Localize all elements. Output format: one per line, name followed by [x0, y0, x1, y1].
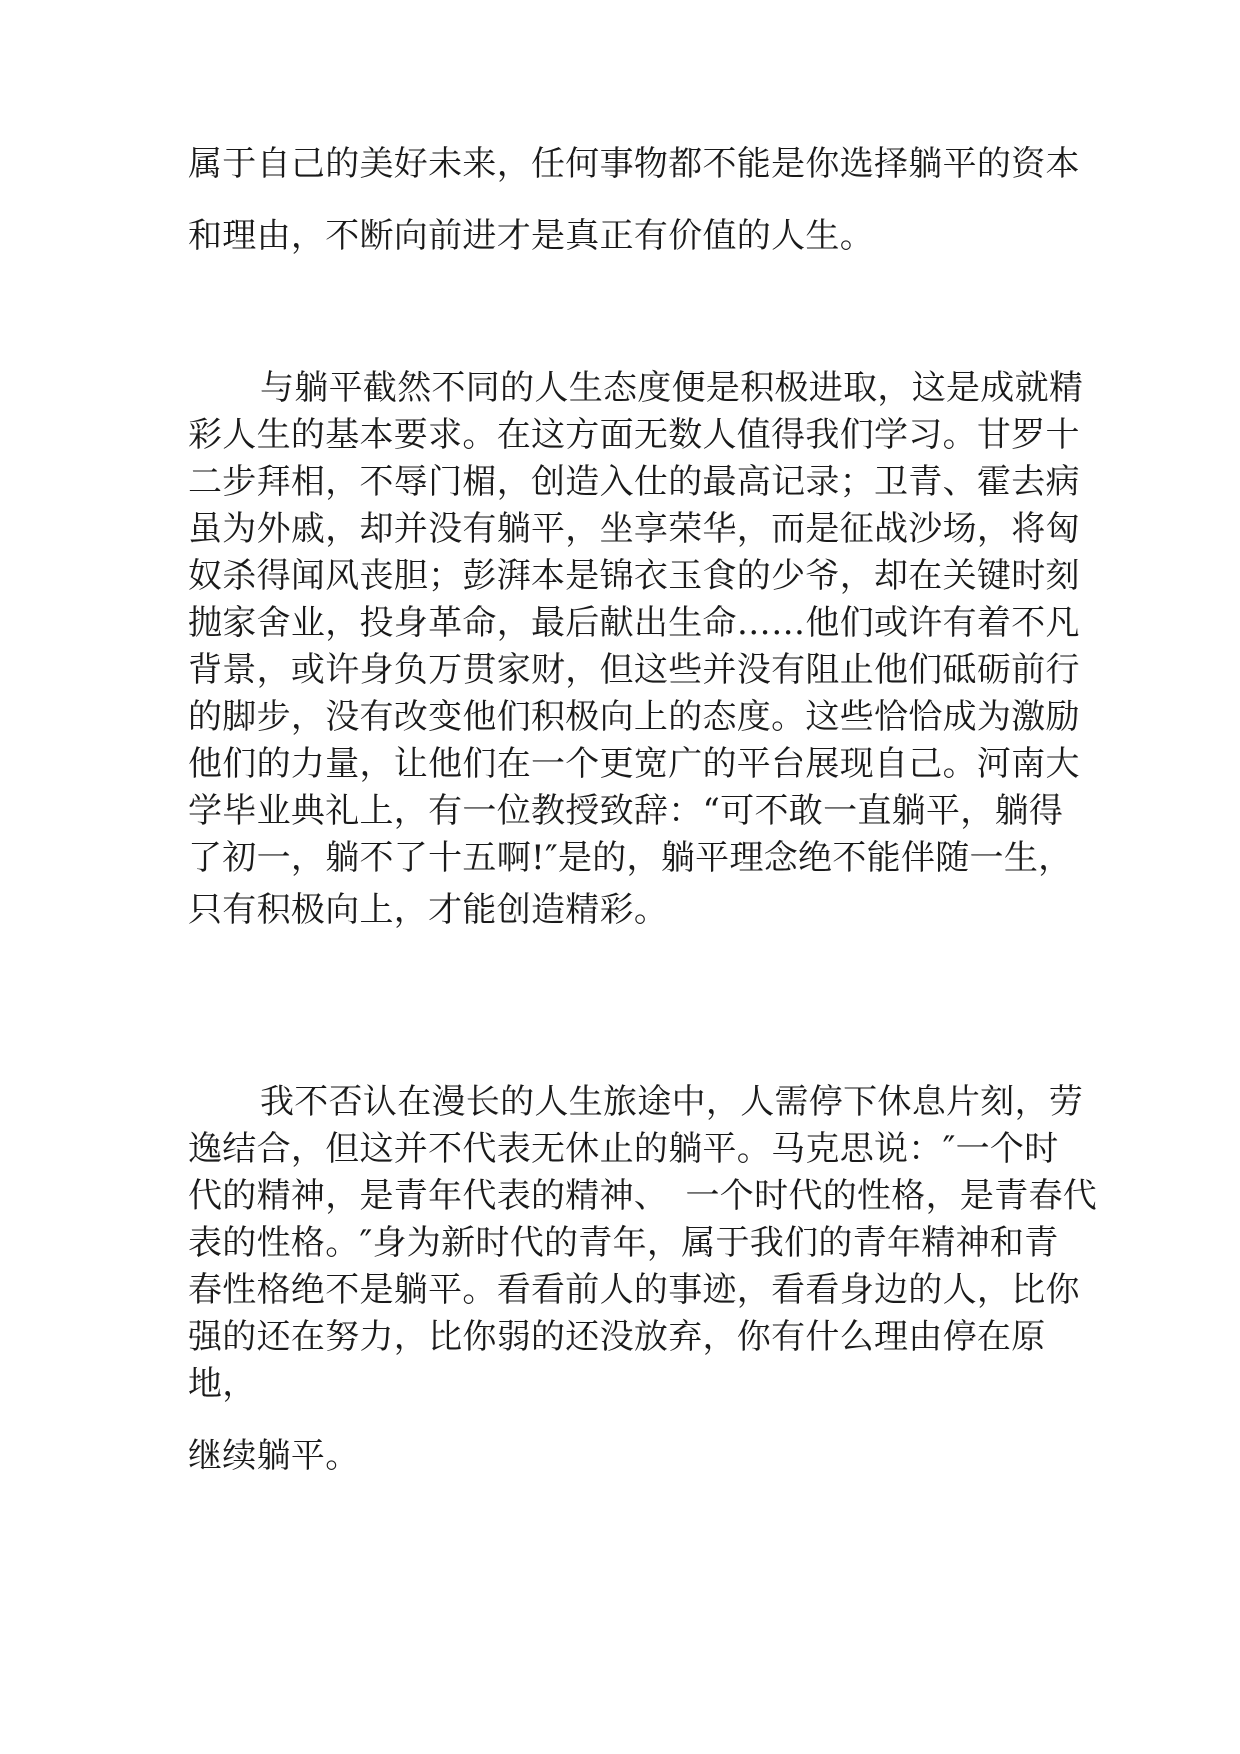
paragraph-line: 背景，或许身负万贯家财，但这些并没有阻止他们砥砺前行 [188, 650, 1080, 690]
paragraph-line: 的脚步，没有改变他们积极向上的态度。这些恰恰成为激励 [188, 697, 1080, 737]
paragraph-line: 了初一，躺不了十五啊!″是的，躺平理念绝不能伴随一生， [188, 838, 1073, 878]
paragraph-line: 彩人生的基本要求。在这方面无数人值得我们学习。甘罗十 [188, 415, 1080, 455]
paragraph-line: 逸结合，但这并不代表无休止的躺平。马克思说：″一个时 [188, 1129, 1059, 1169]
paragraph-line: 代的精神，是青年代表的精神、 一个时代的性格，是青春代 [188, 1176, 1098, 1216]
paragraph-line: 与躺平截然不同的人生态度便是积极进取，这是成就精 [260, 368, 1084, 408]
paragraph-line: 强的还在努力，比你弱的还没放弃，你有什么理由停在原 [188, 1317, 1046, 1357]
paragraph-line: 他们的力量，让他们在一个更宽广的平台展现自己。河南大 [188, 744, 1080, 784]
paragraph-line: 虽为外戚，却并没有躺平，坐享荣华，而是征战沙场，将匈 [188, 509, 1080, 549]
paragraph-line: 地， [188, 1364, 257, 1404]
paragraph-line: 属于自己的美好未来，任何事物都不能是你选择躺平的资本 [188, 144, 1080, 184]
paragraph-line: 和理由，不断向前进才是真正有价值的人生。 [188, 216, 874, 256]
paragraph-line: 只有积极向上，才能创造精彩。 [188, 890, 669, 930]
paragraph-line: 奴杀得闻风丧胆；彭湃本是锦衣玉食的少爷，却在关键时刻 [188, 556, 1080, 596]
paragraph-line: 二步拜相，不辱门楣，创造入仕的最高记录；卫青、霍去病 [188, 462, 1080, 502]
paragraph-line: 春性格绝不是躺平。看看前人的事迹，看看身边的人，比你 [188, 1270, 1080, 1310]
paragraph-line: 继续躺平。 [188, 1436, 360, 1476]
paragraph-line: 我不否认在漫长的人生旅途中，人需停下休息片刻，劳 [260, 1082, 1084, 1122]
paragraph-line: 表的性格。″身为新时代的青年，属于我们的青年精神和青 [188, 1223, 1059, 1263]
paragraph-line: 抛家舍业，投身革命，最后献出生命……他们或许有着不凡 [188, 603, 1080, 643]
paragraph-line: 学毕业典礼上，有一位教授致辞：“可不敢一直躺平，躺得 [188, 791, 1064, 831]
